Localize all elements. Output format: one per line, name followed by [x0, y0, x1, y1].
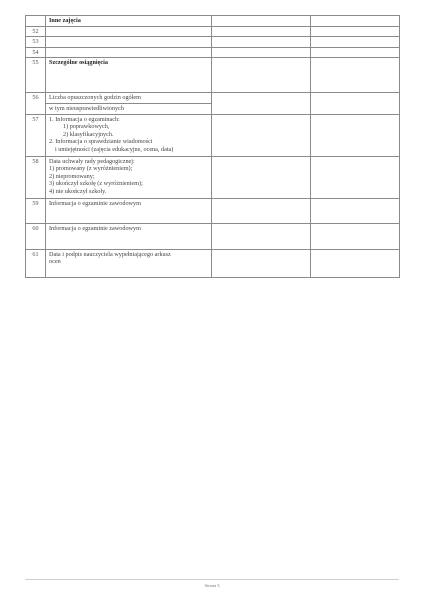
empty-cell	[311, 156, 400, 198]
table-row	[26, 58, 400, 93]
empty-cell	[212, 16, 311, 27]
row-number: 61	[26, 249, 46, 277]
grade-sheet	[25, 15, 399, 278]
row-label-line: 1. Informacja o egzaminach:	[49, 115, 120, 123]
table-row	[26, 37, 400, 48]
empty-cell	[212, 58, 311, 93]
empty-cell	[311, 93, 400, 114]
table-row	[26, 249, 400, 277]
empty-cell	[311, 16, 400, 27]
section-title: Inne zajęcia	[46, 16, 212, 27]
empty-cell	[311, 114, 400, 156]
row-label-line: Data i podpis nauczyciela wypełniającego arkusz	[49, 250, 171, 258]
empty-cell	[212, 156, 311, 198]
row-label	[46, 93, 212, 114]
row-label-line: w tym nieusprawiedliwionych	[49, 104, 124, 112]
empty-cell	[311, 198, 400, 223]
row-label	[46, 114, 212, 156]
empty-cell	[212, 198, 311, 223]
records-table	[25, 15, 400, 278]
row-label	[46, 156, 212, 198]
empty-cell	[212, 26, 311, 37]
row-number: 56	[26, 93, 46, 114]
table-row	[26, 156, 400, 198]
row-number: 58	[26, 156, 46, 198]
row-number: 59	[26, 198, 46, 223]
row-label-line: 1) poprawkowych,	[63, 123, 110, 131]
row-label-line: Liczba opuszczonych godzin ogółem	[46, 93, 211, 104]
row-label: Szczególne osiągnięcia	[46, 58, 212, 93]
empty-cell	[26, 16, 46, 27]
empty-cell	[212, 223, 311, 249]
row-number: 54	[26, 47, 46, 58]
empty-cell	[311, 37, 400, 48]
empty-cell	[212, 114, 311, 156]
row-label	[46, 249, 212, 277]
row-label-line: 2) niepromowany;	[49, 172, 95, 180]
empty-cell	[311, 58, 400, 93]
row-label	[46, 47, 212, 58]
table-row	[26, 223, 400, 249]
row-number: 57	[26, 114, 46, 156]
empty-cell	[311, 249, 400, 277]
row-label	[46, 37, 212, 48]
row-label: Informacja o egzaminie zawodowym	[46, 223, 212, 249]
row-label-line: 1) promowany (z wyróżnieniem);	[49, 165, 133, 173]
table-row	[26, 114, 400, 156]
empty-cell	[212, 37, 311, 48]
row-label	[46, 26, 212, 37]
table-row	[26, 198, 400, 223]
empty-cell	[212, 93, 311, 114]
empty-cell	[311, 223, 400, 249]
row-label-line: i umiejętności (zajęcia edukacyjne, ocena, data)	[55, 145, 174, 153]
row-label-line: 2) klasyfikacyjnych.	[63, 130, 114, 138]
table-row	[26, 47, 400, 58]
row-label-line: 4) nie ukończył szkoły.	[49, 187, 107, 195]
row-label: Informacja o egzaminie zawodowym	[46, 198, 212, 223]
empty-cell	[212, 249, 311, 277]
table-row	[26, 16, 400, 27]
row-number: 60	[26, 223, 46, 249]
row-label-line: 2. Informacja o sprawdzianie wiadomości	[49, 138, 153, 146]
page-number: Strona 3	[204, 583, 220, 588]
row-label-line: Data uchwały rady pedagogicznej:	[49, 157, 135, 165]
row-label-line: 3) ukończył szkołę (z wyróżnieniem);	[49, 180, 143, 188]
empty-cell	[311, 26, 400, 37]
table-row	[26, 26, 400, 37]
row-number: 53	[26, 37, 46, 48]
empty-cell	[311, 47, 400, 58]
footer-divider	[25, 579, 399, 580]
empty-cell	[212, 47, 311, 58]
row-label-line: ocen	[49, 258, 61, 266]
row-number: 55	[26, 58, 46, 93]
table-row	[26, 93, 400, 114]
row-number: 52	[26, 26, 46, 37]
